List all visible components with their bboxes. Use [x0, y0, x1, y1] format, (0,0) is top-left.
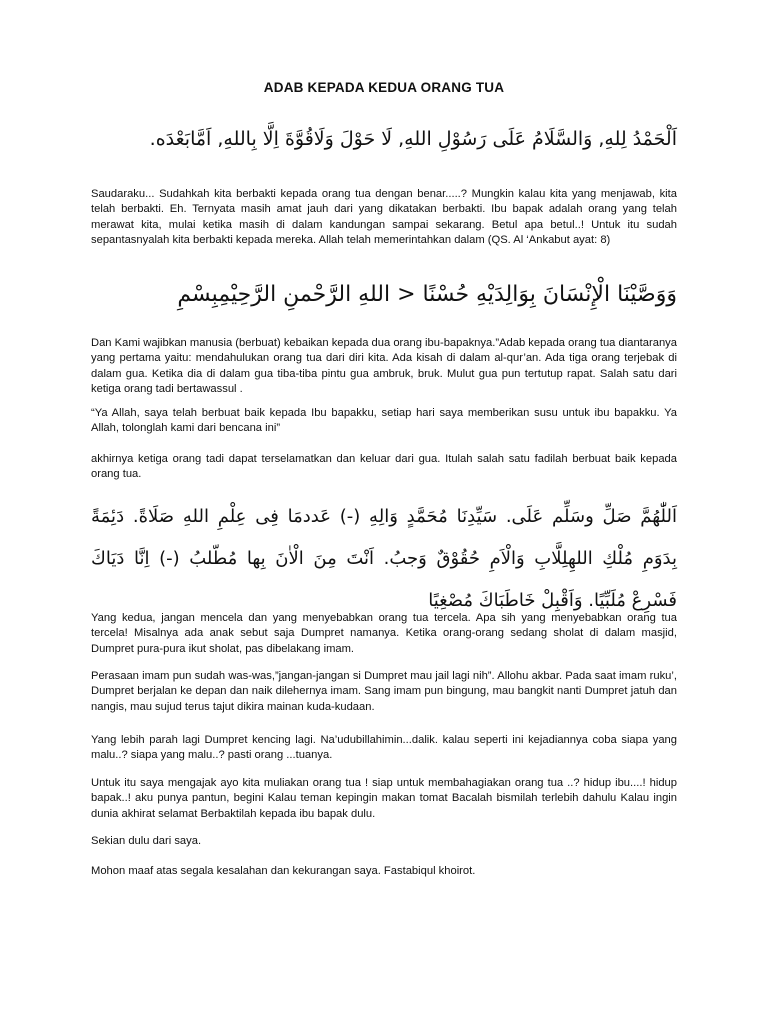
paragraph-apology: Mohon maaf atas segala kesalahan dan kekurangan saya. Fastabiqul khoirot. [91, 865, 476, 877]
paragraph-conclusion: akhirnya ketiga orang tadi dapat terselamatkan dan keluar dari gua. Itulah salah satu fadilah berbuat baik kepada orang tua. [91, 453, 677, 481]
paragraph-closing: Sekian dulu dari saya. [91, 835, 202, 847]
document-page [91, 0, 677, 1024]
arabic-verse: وَوَصَّيْنَا الْإِنْسَانَ بِوَالِدَيْهِ حُسْنًا < اللهِ الرَّحْمنِ الرَّحِيْمِبِسْمِ [177, 282, 677, 307]
paragraph-quote: “Ya Allah, saya telah berbuat baik kepada Ibu bapakku, setiap hari saya memberikan susu untuk ibu bapakku. Ya Allah, tolonglah kami dari bencana ini” [91, 407, 677, 435]
paragraph-story: Perasaan imam pun sudah was-was,”jangan-jangan si Dumpret mau jail lagi nih”. Allohu akbar. Pada saat imam ruku’, Dumpret berjalan ke depan dan naik dilehernya imam. Sang imam pun bingung, mau bangkit nanti Dumpret jatuh dan nangis, mau sujud terus tajut dikira mainan kuda-kudaan. [91, 670, 677, 713]
paragraph-invitation: Untuk itu saya mengajak ayo kita muliakan orang tua ! siap untuk membahagiakan orang tua ..? hidup ibu....! hidup bapak..! aku punya pantun, begini Kalau teman kepingin makan tomat Bacalah bismilah terlebih dahulu Kalau ingin dunia akhirat selamat Berbaktilah kepada ibu bapak dulu. [91, 777, 677, 820]
paragraph-second-adab: Yang kedua, jangan mencela dan yang menyebabkan orang tua tercela. Apa sih yang menyebabkan orang tua tercela! Misalnya ada anak sebut saja Dumpret namanya. Ketika orang-orang sedang sholat di dalam masjid, Dumpret pura-pura ikut sholat, pas dibelakang imam. [91, 612, 677, 655]
arabic-dua: اَللّٰهُمَّ صَلِّ وسَلِّم عَلَى. سَيِّدِنَا مُحَمَّدٍ وَالِهِ (-) عَددمَا فِى عِلْمِ اللهِ صَلَاةً. دَىِٔمَةً بِدَوَمِ مُلْكِ اللهِلِلَّابِ وَالْاَمِ حُقُوْقٌ وَجبُ. اَنْتَ مِنَ الْاٰنَ بِها مُطّلبُ (-) اِنَّا دَيَاكَ فَسْرِعْ مُلَبِّيًا. وَاَقْبِلْ خَاطَبَاكَ مُصْغِيًا [91, 506, 677, 611]
document-title: ADAB KEPADA KEDUA ORANG TUA [263, 80, 505, 95]
arabic-opening: اَلْحَمْدُ لِلهِ, وَالسَّلَامُ عَلَى رَسُوْلِ اللهِ, لَا حَوْلَ وَلَاقُوَّةَ اِلَّا بِاللهِ, اَمَّابَعْدَه. [149, 128, 677, 150]
paragraph-intro: Saudaraku... Sudahkah kita berbakti kepada orang tua dengan benar.....? Mungkin kalau kita yang menjawab, kita telah berbakti. Eh. Ternyata masih amat jauh dari yang dikatakan berbakti. Ibu bapak adalah orang yang telah merawat kita, mulai ketika masih di dalam kandungan sampai sekarang. Betul apa betul..! Untuk itu sudah sepantasnyalah kita berbakti kepada mereka. Allah telah memerintahkan dalam (QS. Al ‘Ankabut ayat: 8) [91, 188, 677, 247]
paragraph-translation: Dan Kami wajibkan manusia (berbuat) kebaikan kepada dua orang ibu-bapaknya.”Adab kepada orang tua diantaranya yang pertama yaitu: mendahulukan orang tua dari diri kita. Ada kisah di dalam al-qur’an. Ada tiga orang terjebak di dalam gua. Ketika dia di dalam gua tiba-tiba pintu gua ambruk, bruk. Mulut gua pun tertutup rapat. Salah satu dari ketiga orang tadi bertawassul . [91, 337, 677, 396]
paragraph-worse: Yang lebih parah lagi Dumpret kencing lagi. Na’udubillahimin...dalik. kalau seperti ini kejadiannya coba siapa yang malu..? siapa yang malu..? pasti orang ...tuanya. [91, 734, 677, 762]
